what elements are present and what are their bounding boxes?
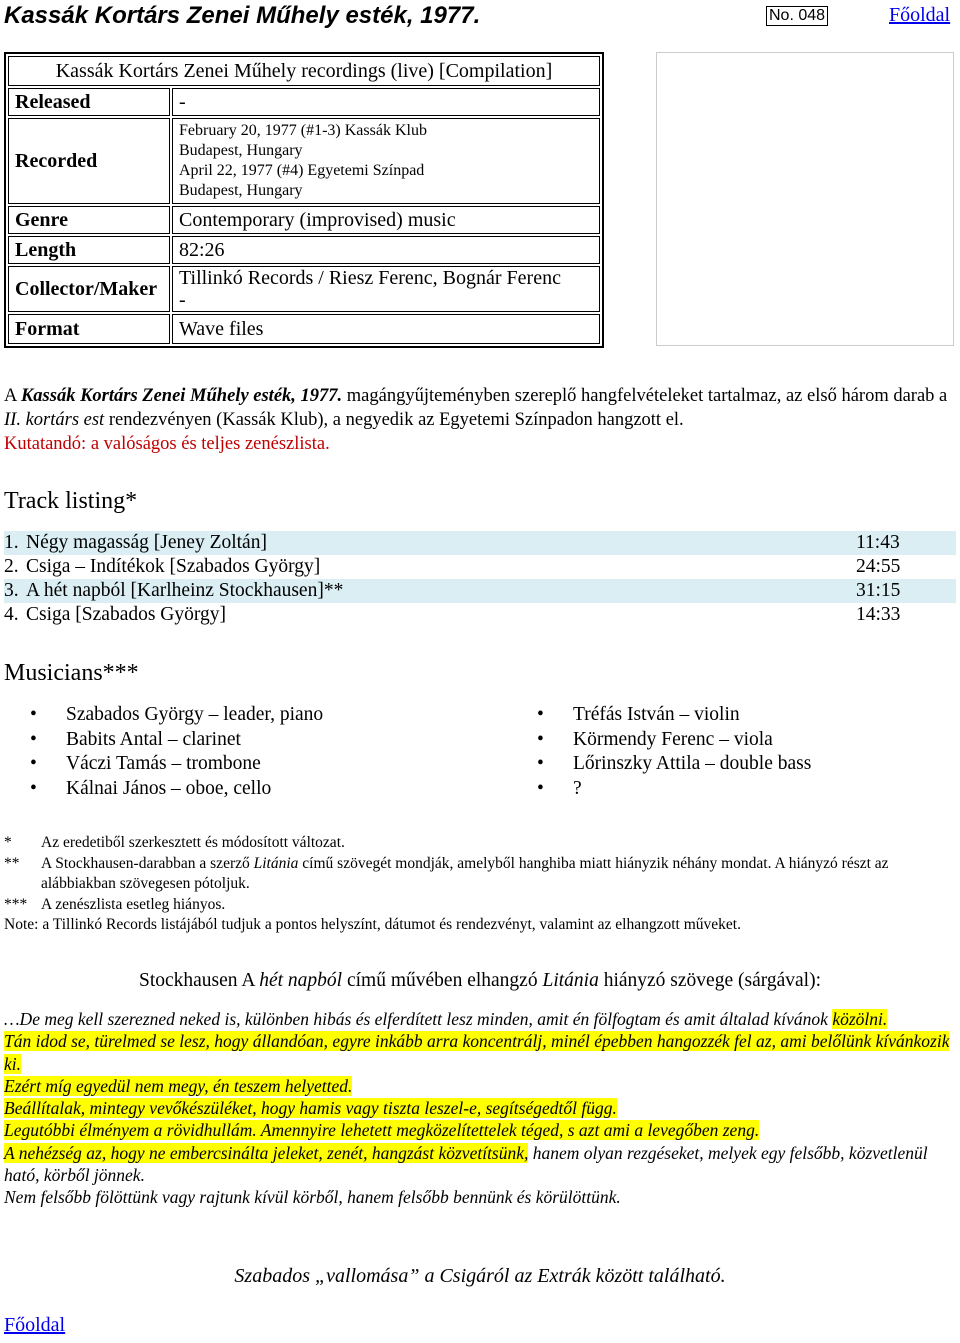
szabados-note: Szabados „vallomása” a Csigáról az Extrák között található. — [234, 1265, 726, 1287]
record-number: No. 048 — [766, 6, 828, 26]
musician-item: • ? — [511, 777, 951, 802]
collector-value — [172, 266, 600, 312]
footnote — [4, 833, 954, 854]
stockhausen-text: hiányzó szövege (sárgával): — [598, 970, 822, 991]
footnote-mark: ** — [4, 854, 20, 872]
track-row — [4, 531, 956, 555]
track-title: Csiga – Indítékok [Szabados György] — [26, 556, 321, 577]
litania-line — [4, 1030, 954, 1075]
footnote-text-part: című szövegét mondják, amelyből hanghiba miatt hiányzik néhány mondat. A hiányzó részt az alábbiakban szövegesen pótoljuk. — [41, 854, 889, 892]
litania-line — [4, 1119, 954, 1141]
desc-text: rendezvényen (Kassák Klub), a negyedik az Egyetemi Színpadon hangzott el. — [104, 410, 684, 430]
desc-event: II. kortárs est — [4, 410, 105, 430]
track-title: Négy magasság [Jeney Zoltán] — [26, 531, 856, 555]
track-number: 1. — [4, 531, 26, 555]
musicians-list-right — [511, 703, 951, 801]
info-heading: Kassák Kortárs Zenei Műhely recordings (live) [Compilation] — [8, 56, 600, 86]
litania-line-text: hanem olyan rezgéseket, melyek egy felsőbb, közvetlenül ható, körből jönnek. — [4, 1142, 928, 1186]
musicians-heading: Musicians*** — [4, 660, 139, 686]
desc-text: magángyűjteményben szereplő hangfelvételeket tartalmaz, az első három darab a — [342, 386, 948, 406]
stockhausen-work: hét napból — [259, 970, 343, 991]
track-row — [4, 603, 956, 627]
litania-line-text: Nem felsőbb fölöttünk vagy rajtunk kívül körből, hanem felsőbb bennünk és körülöttünk. — [4, 1187, 621, 1208]
desc-todo: Kutatandó: a valóságos és teljes zenészlista. — [4, 434, 330, 454]
litania-line — [4, 1142, 954, 1187]
musician-item: • Körmendy Ferenc – viola — [511, 728, 951, 753]
footnote-text: Az eredetiből szerkesztett és módosított változat. — [41, 834, 345, 851]
collector-line: - — [179, 289, 186, 311]
length-value: 82:26 — [172, 236, 600, 264]
footnote — [4, 854, 954, 895]
litania-highlight: Beállítalak, mintegy vevőkészüléket, hogy hamis vagy tiszta leszel-e, segítségedtől függ. — [4, 1098, 617, 1119]
desc-title: Kassák Kortárs Zenei Műhely esték, 1977. — [20, 386, 343, 406]
litania-line — [4, 1186, 954, 1208]
track-title: A hét napból [Karlheinz Stockhausen]** — [26, 579, 856, 603]
musician-item: • Babits Antal – clarinet — [4, 728, 504, 753]
musician-item: • Lőrinszky Attila – double bass — [511, 752, 951, 777]
collector-label: Collector/Maker — [8, 266, 170, 312]
recorded-line: April 22, 1977 (#4) Egyetemi Színpad — [179, 162, 425, 179]
musicians-list-left — [4, 703, 504, 801]
recorded-line: Budapest, Hungary — [179, 142, 303, 159]
litania-highlight: Tán idod se, türelmed se lesz, hogy állandóan, egyre inkább arra koncentrálj, minél épebben hangozzék fel az, ami belőlünk kívánkozik ki. — [4, 1031, 950, 1074]
released-label: Released — [8, 88, 170, 116]
track-duration: 14:33 — [856, 604, 901, 625]
recorded-line: Budapest, Hungary — [179, 182, 303, 199]
tracks-heading: Track listing* — [4, 488, 138, 514]
format-value: Wave files — [172, 314, 600, 344]
litania-line — [4, 1075, 954, 1097]
track-number: 2. — [4, 556, 19, 577]
stockhausen-litania: Litánia — [542, 970, 599, 991]
footnote-text: A zenészlista esetleg hiányos. — [41, 895, 226, 913]
footnote — [4, 895, 954, 916]
footnote-litania: Litánia — [253, 854, 299, 872]
genre-label: Genre — [8, 206, 170, 234]
litania-line — [4, 1008, 954, 1030]
footnotes — [4, 833, 954, 936]
musician-item: • Tréfás István – violin — [511, 703, 951, 728]
litania-highlight: Legutóbbi élményem a rövidhullám. Amennyire lehetett megközelítettelek téged, s azt ami a levegőben zeng. — [4, 1120, 760, 1141]
footnote-mark: *** — [4, 895, 28, 913]
musician-item: • Váczi Tamás – trombone — [4, 752, 504, 777]
litania-highlight: Ezért míg egyedül nem megy, én teszem helyetted. — [4, 1075, 353, 1096]
collector-line: Tillinkó Records / Riesz Ferenc, Bognár Ferenc — [179, 267, 561, 289]
footnote-text: a Tillinkó Records listájából tudjuk a pontos helyszínt, dátumot és rendezvényt, valamint az elhangzott műveket. — [42, 916, 741, 933]
genre-value: Contemporary (improvised) music — [172, 206, 600, 234]
footnote-mark: * — [4, 834, 12, 851]
track-number: 4. — [4, 604, 19, 625]
track-duration: 11:43 — [856, 531, 956, 555]
cover-image-placeholder — [656, 52, 954, 346]
recorded-line: February 20, 1977 (#1-3) Kassák Klub — [179, 122, 427, 139]
stockhausen-text: című művében elhangzó — [342, 970, 543, 991]
musician-item: • Szabados György – leader, piano — [4, 703, 504, 728]
recorded-label: Recorded — [8, 118, 170, 204]
recorded-value — [172, 118, 600, 204]
track-number: 3. — [4, 579, 26, 603]
desc-text: A — [4, 386, 21, 406]
stockhausen-text: Stockhausen A — [138, 970, 260, 991]
format-label: Format — [8, 314, 170, 344]
litania-text — [4, 1008, 954, 1209]
track-duration: 24:55 — [856, 556, 901, 577]
stockhausen-heading — [0, 970, 960, 992]
litania-highlight: közölni. — [832, 1009, 888, 1029]
footnote-mark: Note: — [4, 916, 39, 933]
home-link[interactable]: Főoldal — [889, 4, 951, 26]
litania-line-text: …De meg kell szerezned neked is, különben hibás és elferdített lesz minden, amit én fölfogtam és amit általad kívánok — [4, 1009, 833, 1029]
info-table — [4, 52, 604, 348]
page-title: Kassák Kortárs Zenei Műhely esték, 1977. — [4, 2, 481, 29]
track-duration: 31:15 — [856, 579, 956, 603]
track-list — [4, 531, 956, 627]
litania-line — [4, 1097, 954, 1119]
footnote — [4, 915, 954, 936]
track-row — [4, 579, 956, 603]
litania-highlight: A nehézség az, hogy ne embercsinálta jeleket, zenét, hangzást közvetítsünk, — [4, 1142, 529, 1163]
description — [4, 384, 954, 456]
track-title: Csiga [Szabados György] — [26, 604, 227, 625]
footnote-text-part: A Stockhausen-darabban a szerző — [41, 854, 254, 872]
released-value: - — [172, 88, 600, 116]
footnote-text — [41, 854, 954, 895]
length-label: Length — [8, 236, 170, 264]
track-row — [4, 555, 956, 579]
home-link-bottom[interactable]: Főoldal — [4, 1314, 66, 1336]
musician-item: • Kálnai János – oboe, cello — [4, 777, 504, 802]
